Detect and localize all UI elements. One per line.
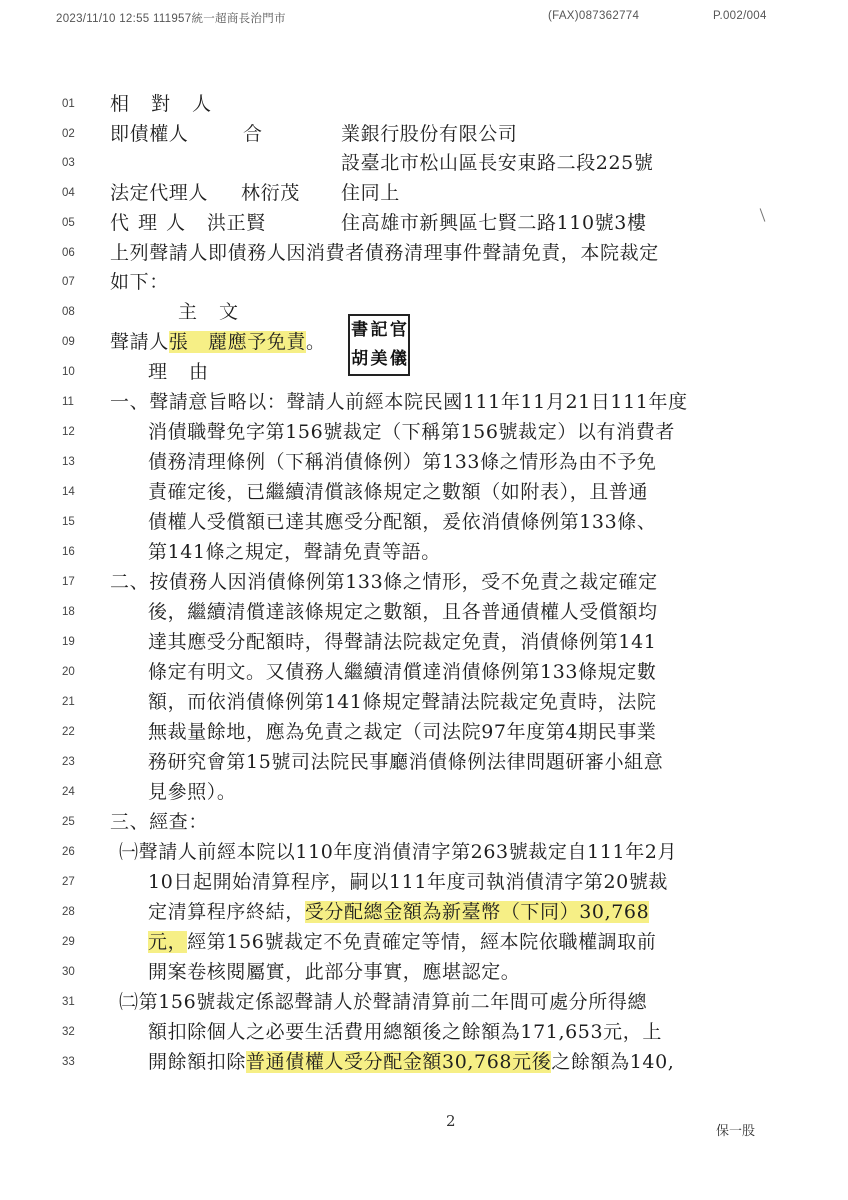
body-line: 債權人受償額已達其應受分配額，爰依消債條例第133條、 bbox=[148, 511, 657, 533]
body-line: 第141條之規定，聲請免責等語。 bbox=[148, 541, 441, 563]
line-number: 27 bbox=[62, 876, 75, 888]
line-number: 10 bbox=[62, 366, 75, 378]
line-number: 33 bbox=[62, 1056, 75, 1068]
scan-mark bbox=[760, 208, 766, 221]
body-line: 見參照）。 bbox=[148, 781, 237, 803]
body-line: 無裁量餘地，應為免責之裁定（司法院97年度第4期民事業 bbox=[148, 721, 657, 743]
rep-address: 住同上 bbox=[341, 182, 400, 204]
agent-label: 代理人 bbox=[110, 212, 195, 234]
ruling-line bbox=[110, 330, 326, 354]
body-line: 後，繼續清償達該條規定之數額，且各普通債權人受償額均 bbox=[148, 601, 658, 623]
stamp-char: 書 bbox=[351, 320, 369, 340]
body-line: 開案卷核閱屬實，此部分事實，應堪認定。 bbox=[148, 961, 521, 983]
line29-highlight: 元， bbox=[148, 931, 188, 953]
body-line: 上列聲請人即債務人因消費者債務清理事件聲請免責，本院裁定 bbox=[110, 242, 659, 264]
line-number: 28 bbox=[62, 906, 75, 918]
stamp-char: 記 bbox=[370, 320, 388, 340]
line-number: 25 bbox=[62, 816, 75, 828]
reasons-heading: 理由 bbox=[148, 361, 231, 383]
body-line: 責確定後，已繼續清償該條規定之數額（如附表），且普通 bbox=[148, 481, 649, 503]
body-line: 二、按債務人因消債條例第133條之情形，受不免責之裁定確定 bbox=[110, 571, 658, 593]
line-number: 19 bbox=[62, 636, 75, 648]
body-line: ㈡第156號裁定係認聲請人於聲請清算前二年間可處分所得總 bbox=[119, 991, 648, 1013]
page-number: 2 bbox=[446, 1112, 456, 1130]
body-line: 達其應受分配額時，得聲請法院裁定免責，消債條例第141 bbox=[148, 631, 657, 653]
fax-datetime: 2023/11/10 12:55 111957統一超商長治門市 bbox=[56, 13, 286, 25]
line28-highlight: 受分配總金額為新臺幣（下同）30,768 bbox=[304, 901, 650, 923]
body-line: 三、經查： bbox=[110, 811, 209, 833]
creditor-name-initial: 合 bbox=[243, 123, 263, 145]
body-line: 債務清理條例（下稱消債條例）第133條之情形為由不予免 bbox=[148, 451, 657, 473]
stamp-char: 儀 bbox=[389, 349, 407, 369]
body-line: ㈠聲請人前經本院以110年度消債清字第263號裁定自111年2月 bbox=[119, 841, 678, 863]
clerk-seal-stamp bbox=[348, 314, 410, 376]
line-number: 20 bbox=[62, 666, 75, 678]
body-line: 條定有明文。又債務人繼續清償達消債條例第133條規定數 bbox=[148, 661, 657, 683]
agent-name: 洪正賢 bbox=[207, 212, 266, 234]
line-number: 03 bbox=[62, 157, 75, 169]
line-number: 23 bbox=[62, 756, 75, 768]
department-label: 保一股 bbox=[716, 1123, 756, 1138]
line29-after: 經第156號裁定不免責確定等情，經本院依職權調取前 bbox=[187, 931, 657, 953]
rep-label: 法定代理人 bbox=[110, 182, 209, 204]
line33-after: 之餘額為140, bbox=[551, 1051, 675, 1073]
body-line: 務研究會第15號司法院民事廳消債條例法律問題研審小組意 bbox=[148, 751, 664, 773]
main-text-heading: 主文 bbox=[178, 301, 261, 323]
line-number: 14 bbox=[62, 486, 75, 498]
respondent-label: 相對人 bbox=[110, 93, 234, 115]
line-number: 18 bbox=[62, 606, 75, 618]
line-number: 32 bbox=[62, 1026, 75, 1038]
ruling-prefix: 聲請人 bbox=[110, 331, 169, 353]
creditor-address: 設臺北市松山區長安東路二段225號 bbox=[341, 152, 654, 174]
body-line: 消債職聲免字第156號裁定（下稱第156號裁定）以有消費者 bbox=[148, 421, 675, 443]
fax-page: P.002/004 bbox=[713, 10, 767, 22]
line-number: 13 bbox=[62, 456, 75, 468]
ruling-end: 。 bbox=[306, 331, 326, 353]
body-line: 額，而依消債條例第141條規定聲請法院裁定免責時，法院 bbox=[148, 691, 657, 713]
line-number: 02 bbox=[62, 128, 75, 140]
highlighted-line bbox=[148, 930, 656, 954]
line-number: 01 bbox=[62, 98, 75, 110]
line-number: 06 bbox=[62, 247, 75, 259]
body-line: 額扣除個人之必要生活費用總額後之餘額為171,653元，上 bbox=[148, 1021, 662, 1043]
line-number: 16 bbox=[62, 546, 75, 558]
highlighted-line bbox=[148, 900, 649, 924]
body-line: 如下： bbox=[110, 271, 169, 293]
line-number: 11 bbox=[62, 396, 74, 408]
line-number: 12 bbox=[62, 426, 75, 438]
line-number: 07 bbox=[62, 276, 75, 288]
ruling-highlight: 張 麗應予免責 bbox=[168, 331, 307, 353]
stamp-char: 美 bbox=[370, 349, 388, 369]
line-number: 21 bbox=[62, 696, 75, 708]
line-number: 04 bbox=[62, 187, 75, 199]
line-number: 08 bbox=[62, 306, 75, 318]
body-line: 一、聲請意旨略以：聲請人前經本院民國111年11月21日111年度 bbox=[110, 391, 688, 413]
line-number: 31 bbox=[62, 996, 75, 1008]
line-number: 29 bbox=[62, 936, 75, 948]
line-number: 30 bbox=[62, 966, 75, 978]
agent-address: 住高雄市新興區七賢二路110號3樓 bbox=[341, 212, 647, 234]
line-number: 17 bbox=[62, 576, 75, 588]
line-number: 05 bbox=[62, 217, 75, 229]
line33-highlight: 普通債權人受分配金額30,768元後 bbox=[246, 1051, 552, 1073]
line-number: 15 bbox=[62, 516, 75, 528]
line-number: 26 bbox=[62, 846, 75, 858]
creditor-name: 業銀行股份有限公司 bbox=[341, 123, 518, 145]
line-number: 09 bbox=[62, 336, 75, 348]
body-line: 10日起開始清算程序，嗣以111年度司執消債清字第20號裁 bbox=[148, 871, 669, 893]
line-number: 24 bbox=[62, 786, 75, 798]
creditor-label: 即債權人 bbox=[110, 123, 189, 145]
line-number: 22 bbox=[62, 726, 75, 738]
highlighted-line bbox=[148, 1050, 674, 1074]
fax-number: (FAX)087362774 bbox=[548, 10, 640, 22]
line28-before: 定清算程序終結， bbox=[148, 901, 305, 923]
stamp-char: 胡 bbox=[351, 349, 369, 369]
stamp-char: 官 bbox=[389, 320, 407, 340]
line33-before: 開餘額扣除 bbox=[148, 1051, 247, 1073]
rep-name: 林衍茂 bbox=[241, 182, 300, 204]
